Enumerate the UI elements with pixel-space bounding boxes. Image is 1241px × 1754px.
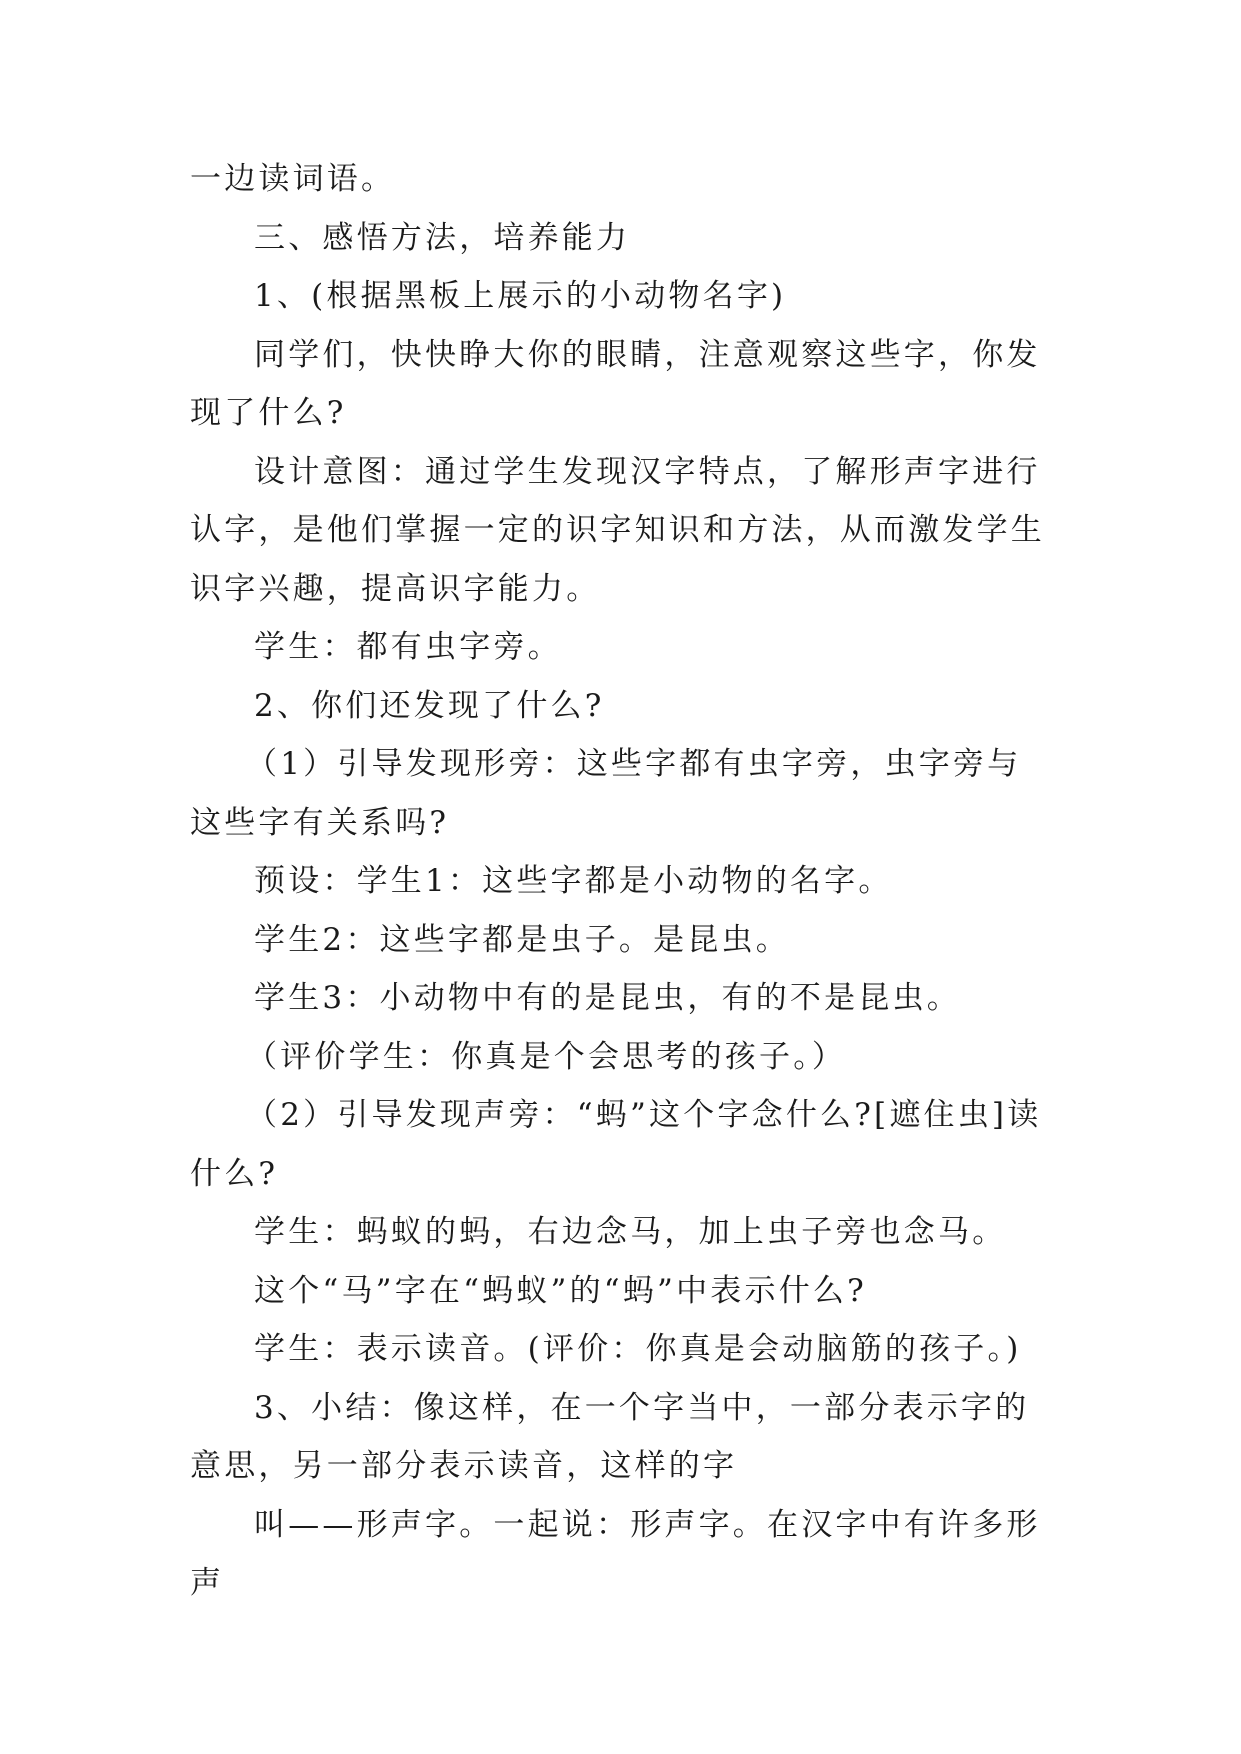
paragraph-form-radical: （1）引导发现形旁：这些字都有虫字旁，虫字旁与这些字有关系吗? [190, 746, 1022, 841]
paragraph-question: 同学们，快快睁大你的眼睛，注意观察这些字，你发现了什么? [190, 336, 1041, 431]
document-body [190, 150, 1052, 1613]
paragraph-continuation: 一边读词语。 [190, 161, 396, 197]
paragraph-student-answer: 学生：都有虫字旁。 [254, 629, 562, 665]
paragraph-preset-student-1: 预设：学生1：这些字都是小动物的名字。 [254, 863, 893, 899]
paragraph-summary: 3、小结：像这样，在一个字当中，一部分表示字的意思，另一部分表示读音，这样的字 [190, 1389, 1030, 1484]
paragraph-phonogram: 叫——形声字。一起说：形声字。在汉字中有许多形声 [190, 1506, 1041, 1601]
paragraph-step-2: 2、你们还发现了什么? [254, 687, 605, 724]
section-heading: 三、感悟方法，培养能力 [254, 219, 631, 256]
paragraph-student-2: 学生2：这些字都是虫子。是昆虫。 [254, 921, 790, 958]
paragraph-student-ant: 学生：蚂蚁的蚂，右边念马，加上虫子旁也念马。 [254, 1214, 1007, 1250]
paragraph-design-intent: 设计意图：通过学生发现汉字特点，了解形声字进行认字，是他们掌握一定的识字知识和方法，从而激发学生识字兴趣，提高识字能力。 [190, 453, 1045, 607]
paragraph-sound-radical: （2）引导发现声旁：“蚂”这个字念什么?[遮住虫]读什么? [190, 1097, 1042, 1192]
paragraph-student-3: 学生3：小动物中有的是昆虫，有的不是昆虫。 [254, 980, 961, 1016]
paragraph-evaluation: （评价学生：你真是个会思考的孩子。） [246, 1038, 847, 1075]
paragraph-step-1: 1、(根据黑板上展示的小动物名字) [254, 278, 787, 314]
paragraph-horse-question: 这个“马”字在“蚂蚁”的“蚂”中表示什么? [254, 1272, 867, 1309]
paragraph-student-reading: 学生：表示读音。(评价：你真是会动脑筋的孩子。) [254, 1331, 1022, 1367]
